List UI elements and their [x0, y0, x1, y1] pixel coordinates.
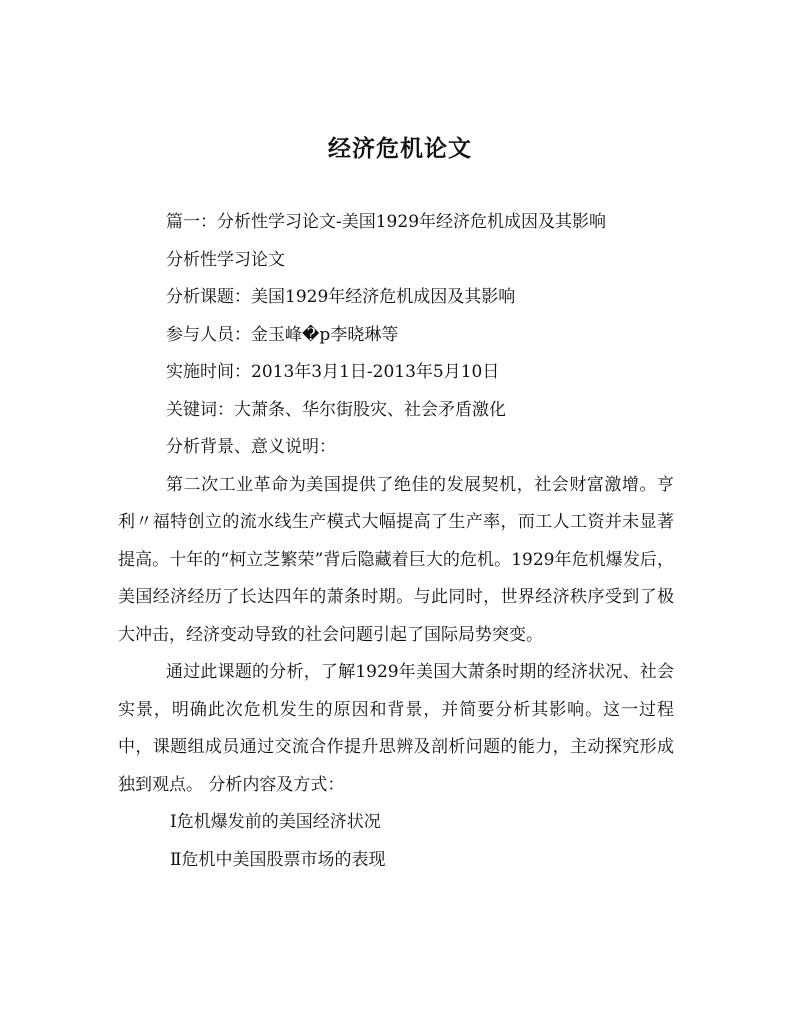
document-title: 经济危机论文: [328, 136, 472, 162]
background-paragraph: 第二次工业革命为美国提供了绝佳的发展契机，社会财富激增。亨利〃福特创立的流水线生产模式大幅提高了生产率，而工人工资并未显著提高。十年的“柯立芝繁荣”背后隐藏着巨大的危机。1929年危机爆发后，美国经济经历了长达四年的萧条时期。与此同时，世界经济秩序受到了极大冲击，经济变动导致的社会问题引起了国际局势突变。: [118, 474, 674, 645]
content-list-item: Ⅱ危机中美国股票市场的表现: [170, 849, 386, 870]
participants-line: 参与人员：金玉峰�p李晓琳等: [166, 324, 399, 345]
section-heading: 篇一：分析性学习论文-美国1929年经济危机成因及其影响: [166, 212, 607, 232]
paper-type-line: 分析性学习论文: [166, 249, 285, 270]
document-body: [118, 204, 674, 879]
content-list-item: Ⅰ危机爆发前的美国经济状况: [170, 812, 381, 832]
background-heading: 分析背景、意义说明：: [166, 437, 336, 457]
topic-line: 分析课题：美国1929年经济危机成因及其影响: [166, 287, 516, 307]
keywords-line: 关键词：大萧条、华尔街股灾、社会矛盾激化: [166, 399, 506, 420]
purpose-paragraph: 通过此课题的分析，了解1929年美国大萧条时期的经济状况、社会实景，明确此次危机发生的原因和背景，并简要分析其影响。这一过程中，课题组成员通过交流合作提升思辨及剖析问题的能力，主动探究形成独到观点。 分析内容及方式：: [118, 662, 674, 795]
schedule-line: 实施时间：2013年3月1日-2013年5月10日: [166, 362, 500, 382]
